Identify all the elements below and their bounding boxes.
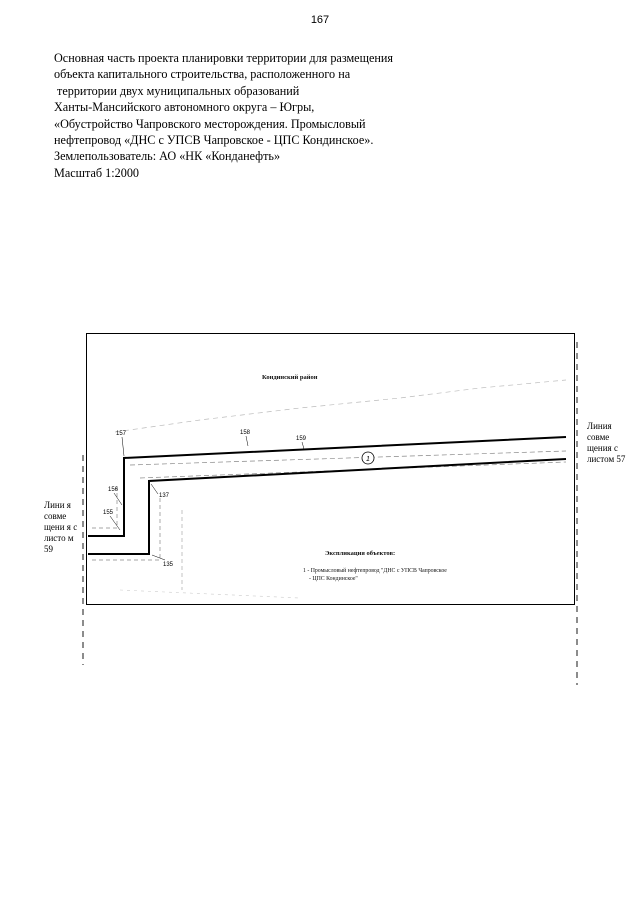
legend-item-line-1: 1 - Промысловый нефтепровод "ДНС с УПСВ Чапровское — [303, 568, 447, 574]
page-number: 167 — [310, 14, 330, 26]
point-label-159: 159 — [296, 436, 307, 442]
legend-item-line-2: - ЦПС Кондинское" — [309, 576, 358, 582]
point-label-135: 135 — [163, 562, 174, 568]
title-line: территории двух муниципальных образований — [57, 83, 300, 98]
title-line: Землепользователь: АО «НК «Конданефть» — [54, 149, 281, 164]
boundary-dashed-line — [115, 380, 566, 432]
point-label-137: 137 — [159, 493, 170, 499]
point-label-155: 155 — [103, 510, 114, 516]
title-line: нефтепровод «ДНС с УПСВ Чапровское - ЦПС Кондинское». — [54, 133, 374, 148]
legend-item — [303, 567, 493, 583]
point-label-158: 158 — [240, 430, 251, 436]
leader-line — [302, 442, 304, 449]
object-number: 1 — [366, 456, 370, 463]
title-line: Ханты-Мансийского автономного округа – Югры, — [54, 100, 315, 115]
leader-line — [114, 493, 122, 505]
leader-line — [122, 437, 124, 456]
title-line: Основная часть проекта планировки территории для размещения — [54, 51, 394, 65]
leader-line — [152, 555, 165, 560]
point-label-157: 157 — [116, 431, 127, 437]
leader-line — [246, 436, 248, 446]
scale-label: Масштаб 1:2000 — [54, 165, 140, 180]
legend-title: Экспликация объектов: — [325, 550, 396, 557]
district-label: Кондинский район — [262, 374, 318, 381]
leader-line — [151, 484, 158, 494]
match-line-label-right: Линия совме щения с листом 57 — [587, 421, 626, 464]
title-line: «Обустройство Чапровского месторождения. Промысловый — [54, 116, 366, 131]
point-label-156: 156 — [108, 487, 119, 493]
match-line-label-left: Лини я совме щени я с листо м 59 — [44, 500, 78, 554]
title-line: объекта капитального строительства, расположенного на — [54, 67, 351, 82]
boundary-dashed-line — [120, 590, 300, 598]
